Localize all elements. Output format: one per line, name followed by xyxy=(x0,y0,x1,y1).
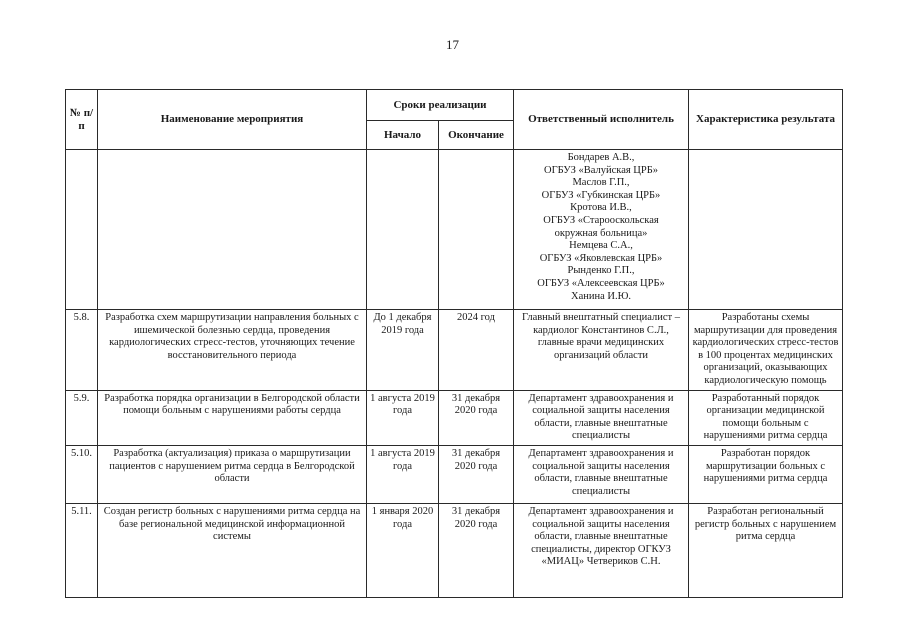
row-end: 31 декабря 2020 года xyxy=(439,503,514,597)
responsible-line: Бондарев А.В., xyxy=(567,152,635,163)
responsible-line: окружная больница» xyxy=(554,227,648,239)
responsible-line: Рынденко Г.П., xyxy=(567,265,635,277)
header-end: Окончание xyxy=(439,121,514,150)
row-start: До 1 декабря 2019 года xyxy=(367,310,439,391)
continuation-name xyxy=(98,150,367,310)
row-result: Разработанный порядок организации медицинской помощи больным с нарушениями ритма сердца xyxy=(689,390,843,445)
responsible-line: Немцева С.А., xyxy=(569,240,633,252)
continuation-responsible xyxy=(514,150,689,310)
responsible-line: Маслов Г.П., xyxy=(572,177,630,189)
table-header-row xyxy=(66,90,843,121)
row-responsible: Департамент здравоохранения и социальной защиты населения области, главные внештатные специалисты xyxy=(514,445,689,503)
row-name: Разработка (актуализация) приказа о маршрутизации пациентов с нарушением ритма сердца в Белгородской области xyxy=(98,445,367,503)
row-responsible: Главный внештатный специалист – кардиолог Константинов С.Л., главные врачи медицинских организаций области xyxy=(514,310,689,391)
table-row xyxy=(66,445,843,503)
page-number: 17 xyxy=(446,37,459,52)
header-num: № п/п xyxy=(66,90,98,150)
responsible-line: Ханина И.Ю. xyxy=(570,290,631,302)
continuation-end xyxy=(439,150,514,310)
row-responsible: Департамент здравоохранения и социальной защиты населения области, главные внештатные специалисты, директор ОГКУЗ «МИАЦ» Четвериков С.Н. xyxy=(514,503,689,597)
row-name: Разработка схем маршрутизации направления больных с ишемической болезнью сердца, проведения кардиологических стресс-тестов, уточняющих течение восстановительного периода xyxy=(98,310,367,391)
header-result: Характеристика результата xyxy=(689,90,843,150)
row-num: 5.10. xyxy=(66,445,98,503)
continuation-start xyxy=(367,150,439,310)
header-start: Начало xyxy=(367,121,439,150)
activities-table xyxy=(65,89,843,598)
responsible-line: ОГБУЗ «Алексеевская ЦРБ» xyxy=(537,277,665,289)
continuation-num xyxy=(66,150,98,310)
continuation-result xyxy=(689,150,843,310)
responsible-line: ОГБУЗ «Губкинская ЦРБ» xyxy=(541,189,661,201)
row-name: Создан регистр больных с нарушениями ритма сердца на базе региональной медицинской информационной системы xyxy=(98,503,367,597)
responsible-line: Кротова И.В., xyxy=(570,202,632,214)
responsible-line: ОГБУЗ «Валуйская ЦРБ» xyxy=(543,164,659,176)
row-end: 31 декабря 2020 года xyxy=(439,445,514,503)
row-result: Разработаны схемы маршрутизации для проведения кардиологических стресс-тестов в 100 процентах медицинских организаций, оказывающих кардиологическую помощь xyxy=(689,310,843,391)
row-responsible: Департамент здравоохранения и социальной защиты населения области, главные внештатные специалисты xyxy=(514,390,689,445)
row-num: 5.11. xyxy=(66,503,98,597)
row-num: 5.9. xyxy=(66,390,98,445)
table-row xyxy=(66,310,843,391)
responsible-line: ОГБУЗ «Яковлевская ЦРБ» xyxy=(539,252,663,264)
row-start: 1 августа 2019 года xyxy=(367,390,439,445)
table-row-continuation xyxy=(66,150,843,310)
header-responsible: Ответственный исполнитель xyxy=(514,90,689,150)
responsible-line: ОГБУЗ «Старооскольская xyxy=(543,214,659,226)
row-end: 31 декабря 2020 года xyxy=(439,390,514,445)
row-end: 2024 год xyxy=(439,310,514,391)
row-result: Разработан порядок маршрутизации больных с нарушениями ритма сердца xyxy=(689,445,843,503)
row-num: 5.8. xyxy=(66,310,98,391)
header-name: Наименование мероприятия xyxy=(98,90,367,150)
row-name: Разработка порядка организации в Белгородской области помощи больным с нарушениями работы сердца xyxy=(98,390,367,445)
header-deadlines: Сроки реализации xyxy=(367,90,514,121)
row-start: 1 января 2020 года xyxy=(367,503,439,597)
table-row xyxy=(66,390,843,445)
row-result: Разработан региональный регистр больных с нарушением ритма сердца xyxy=(689,503,843,597)
table-row xyxy=(66,503,843,597)
row-start: 1 августа 2019 года xyxy=(367,445,439,503)
